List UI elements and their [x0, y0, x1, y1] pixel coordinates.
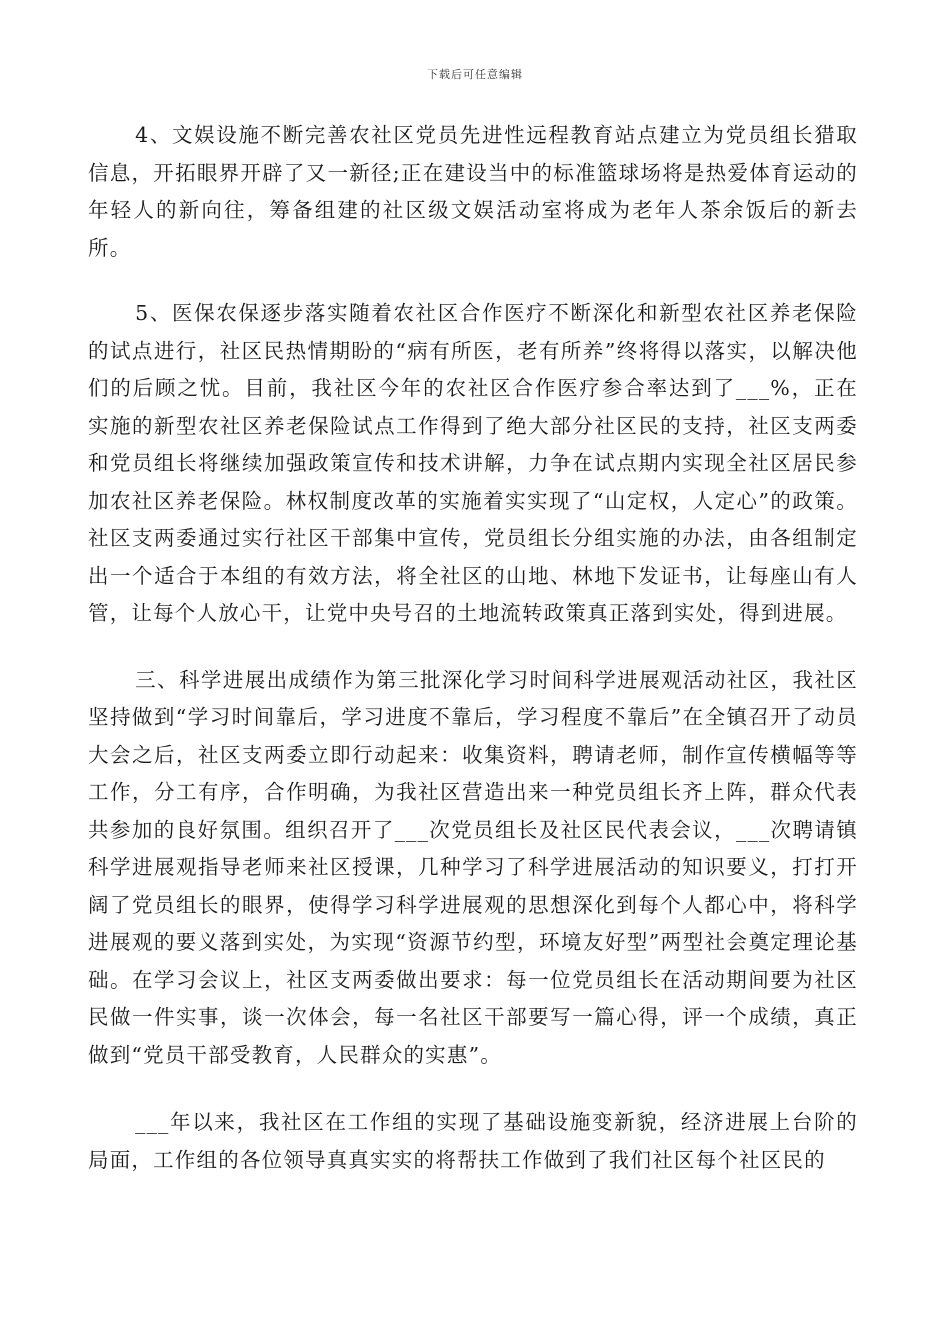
paragraph-medical-insurance: 5、医保农保逐步落实随着农社区合作医疗不断深化和新型农社区养老保险的试点进行，社区民热情期盼的“病有所医，老有所养”终将得以落实，以解决他们的后顾之忧。目前，我社区今年的农社区合作医疗参合率达到了___%，正在实施的新型农社区养老保险试点工作得到了绝大部分社区民的支持，社区支两委和党员组长将继续加强政策宣传和技术讲解，力争在试点期内实现全社区居民参加农社区养老保险。林权制度改革的实施着实实现了“山定权，人定心”的政策。社区支两委通过实行社区干部集中宣传，党员组长分组实施的办法，由各组制定出一个适合于本组的有效方法，将全社区的山地、林地下发证书，让每座山有人管，让每个人放心干，让党中央号召的土地流转政策真正落到实处，得到进展。 — [88, 301, 858, 625]
paragraph-work-group: ___年以来，我社区在工作组的实现了基础设施变新貌，经济进展上台阶的局面，工作组的各位领导真真实实的将帮扶工作做到了我们社区每个社区民的 — [88, 1110, 858, 1172]
document-body — [88, 117, 858, 1210]
page-header: 下载后可任意编辑 — [427, 68, 523, 81]
paragraph-cultural-facilities: 4、文娱设施不断完善农社区党员先进性远程教育站点建立为党员组长猎取信息，开拓眼界开辟了又一新径;正在建设当中的标准篮球场将是热爱体育运动的年轻人的新向往，筹备组建的社区级文娱活动室将成为老年人茶余饭后的新去所。 — [88, 123, 858, 260]
paragraph-scientific-development: 三、科学进展出成绩作为第三批深化学习时间科学进展观活动社区，我社区坚持做到“学习时间靠后，学习进度不靠后，学习程度不靠后”在全镇召开了动员大会之后，社区支两委立即行动起来：收集资料，聘请老师，制作宣传横幅等等工作，分工有序，合作明确，为我社区营造出来一种党员组长齐上阵，群众代表共参加的良好氛围。组织召开了___次党员组长及社区民代表会议，___次聘请镇科学进展观指导老师来社区授课，几种学习了科学进展活动的知识要义，打打开阔了党员组长的眼界，使得学习科学进展观的思想深化到每个人都心中，将科学进展观的要义落到实处，为实现“资源节约型，环境友好型”两型社会奠定理论基础。在学习会议上，社区支两委做出要求：每一位党员组长在活动期间要为社区民做一件实事，谈一次体会，每一名社区干部要写一篇心得，评一个成绩，真正做到“党员干部受教育，人民群众的实惠”。 — [88, 667, 858, 1067]
